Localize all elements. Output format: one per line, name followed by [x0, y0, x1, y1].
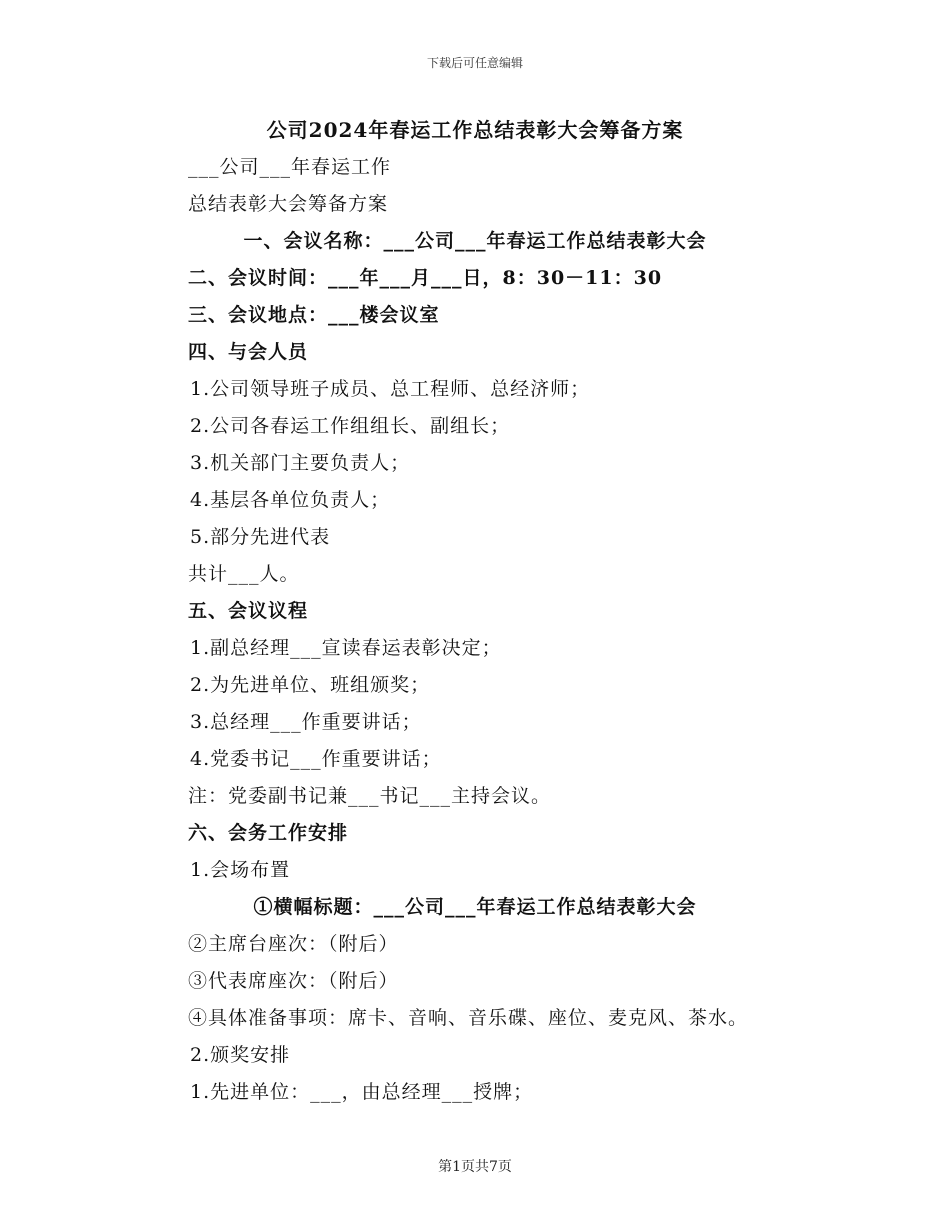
document-title: 公司2024年春运工作总结表彰大会筹备方案	[266, 118, 684, 142]
page-header: 下载后可任意编辑	[426, 56, 523, 70]
section-meeting-name: 一、会议名称：___公司___年春运工作总结表彰大会	[243, 230, 707, 252]
list-item: 5.部分先进代表	[190, 526, 331, 548]
subtitle-line-2: 总结表彰大会筹备方案	[188, 193, 389, 215]
list-item: 1.会场布置	[190, 859, 291, 881]
page-footer: 第1页共7页	[438, 1159, 512, 1175]
list-item: 2.公司各春运工作组组长、副组长；	[190, 415, 511, 437]
list-item: 3.机关部门主要负责人；	[190, 452, 411, 474]
list-item: 1.副总经理___宣读春运表彰决定；	[190, 637, 502, 659]
section-meeting-time: 二、会议时间：___年___月___日，8：30－11：30	[188, 267, 663, 289]
attendee-total: 共计___人。	[188, 563, 300, 585]
agenda-note: 注：党委副书记兼___书记___主持会议。	[188, 785, 552, 807]
list-item: ②主席台座次：（附后）	[188, 933, 399, 955]
list-item: 3.总经理___作重要讲话；	[190, 711, 422, 733]
list-item: 4.基层各单位负责人；	[190, 489, 391, 511]
list-item: 1.公司领导班子成员、总工程师、总经济师；	[190, 378, 591, 400]
section-logistics: 六、会务工作安排	[188, 822, 349, 844]
list-item: 1.先进单位：___，由总经理___授牌；	[190, 1081, 534, 1103]
section-attendees: 四、与会人员	[188, 341, 309, 363]
list-item: 4.党委书记___作重要讲话；	[190, 748, 442, 770]
list-item: ③代表席座次：（附后）	[188, 970, 399, 992]
section-agenda: 五、会议议程	[188, 600, 309, 622]
list-item: ④具体准备事项：席卡、音响、音乐碟、座位、麦克风、茶水。	[188, 1007, 749, 1029]
banner-title-line: ①横幅标题：___公司___年春运工作总结表彰大会	[253, 896, 697, 918]
list-item: 2.为先进单位、班组颁奖；	[190, 674, 431, 696]
list-item: 2.颁奖安排	[190, 1044, 291, 1066]
subtitle-line-1: ___公司___年春运工作	[188, 156, 392, 178]
section-meeting-location: 三、会议地点：___楼会议室	[188, 304, 440, 326]
